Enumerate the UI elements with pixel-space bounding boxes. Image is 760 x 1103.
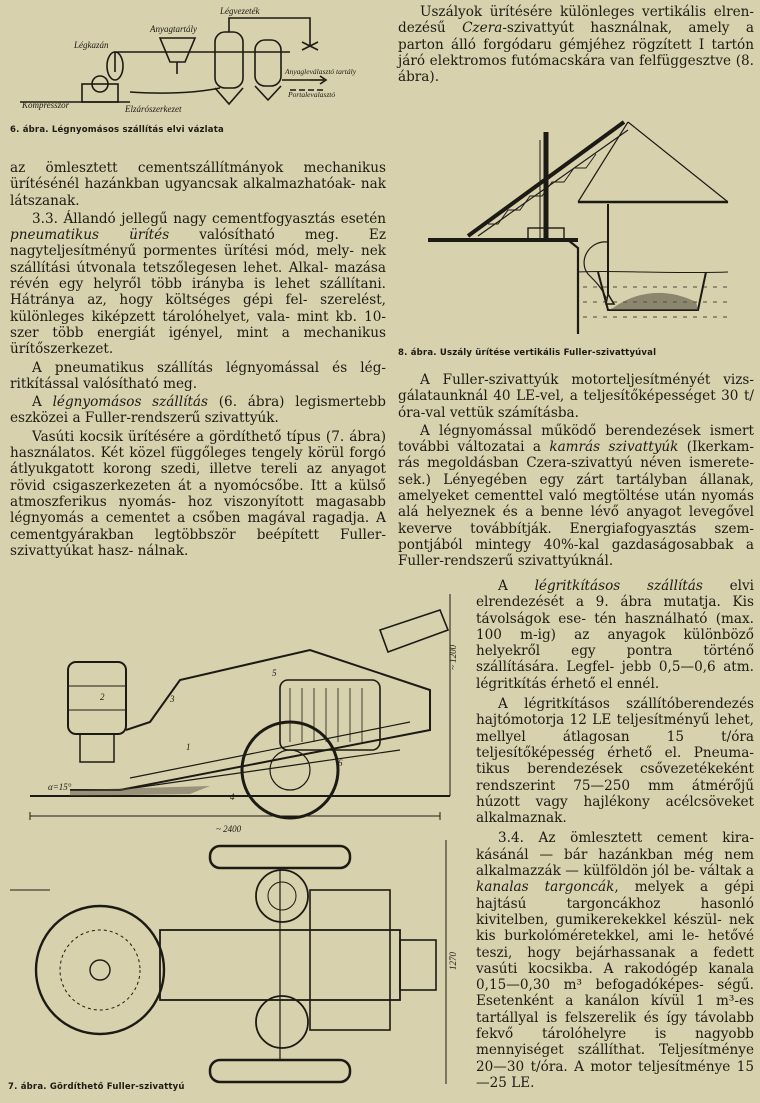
figure-6-diagram [10,2,380,120]
left-paragraph-3: A pneumatikus szállítás légnyomással és lég- ritkítással valósítható meg. [10,359,386,392]
fig6-label-portalevalaszto: Portalevalasztó [288,90,336,99]
figure-7-caption: 7. ábra. Gördíthető Fuller-szivattyú [8,1082,185,1092]
right-paragraph-1: Uszályok ürítésére különleges vertikális elren- dezésű Czera-szivattyút használnak, amely a parton álló forgódaru gémjéhez rögzített I tartón járó elektromos futómacskára van felfüggesztve (8. ábra). [398,4,754,86]
fig7-num-5: 5 [272,668,277,678]
fig6-label-anyaglevalaszto: Anyagleválasztó tartály [285,67,357,76]
figure-6-caption: 6. ábra. Légnyomásos szállítás elvi vázlata [10,125,224,135]
fig7-dim-height-top: ~ 1200 [448,644,458,670]
left-text [10,160,386,559]
fig7-num-2: 2 [100,692,105,702]
fig7-num-3: 3 [170,694,175,704]
left-paragraph-5: Vasúti kocsik ürítésére a gördíthető típus (7. ábra) használatos. Két közel függőleges tengely körül forgó átlyukgatott korong szedi, illetve tereli az anyagot rövid csigaszerkezeten át a nyomócsőbe. Itt a külső atmoszferikus nyomás- hoz viszonyított magasabb légnyomás a cementet a csőben magával ragadja. A cementgyárakban legtöbbször beépített Fuller-szivattyúkat hasz- nálnak. [10,428,386,559]
fig7-num-6: 6 [338,758,343,768]
left-paragraph-4: A légnyomásos szállítás (6. ábra) legismertebb eszközei a Fuller-rendszerű szivattyúk. [10,394,386,427]
figure-7-diagram [10,590,470,1090]
right-paragraph-6: 3.4. Az ömlesztett cement kira- kásánál — bár hazánkban még nem alkalmazzák — külföldön jól be- váltak a kanalas targoncák, melyek a gépi hajtású targoncákhoz hasonló kivitelben, gumikerekekkel készül- nek kis burkolóméretekkel, ami le- hetővé teszi, hogy bejárhassanak a fedett vasúti kocsikba. A rakodógép kanala 0,15—0,30 m³ befogadóképes- ségű. Esetenként a kanálon kívül 1 m³-es tartállyal is felszerelik és így távolabb fekvő tárolóhelyre is nagyobb mennyiséget szállíthat. Teljesítménye 20—30 t/óra. A motor teljesítménye 15—25 LE. [476,830,754,1091]
fig7-dim-height-bottom: 1270 [448,952,458,970]
right-text-top [398,4,754,85]
right-paragraph-2: A Fuller-szivattyúk motorteljesítményét vizs- gálataunknál 40 LE-vel, a teljesítőképességet 30 t/óra-val vettük számításba. [398,372,754,421]
fig6-label-legvezetek: Légvezeték [220,6,260,16]
fig7-num-1: 1 [186,742,191,752]
fig6-label-elzaro: Elzárószerkezet [125,104,182,114]
fig6-label-anyagtartaly: Anyagtartály [150,24,197,34]
figure-8-caption: 8. ábra. Uszály ürítése vertikális Fuller-szivattyúval [398,348,657,358]
right-paragraph-4: A légritkításos szállítás elvi elrendezését a 9. ábra mutatja. Kis távolságok ese- tén használható (max. 100 m-ig) az anyagok különböző helyekről egy pontra történő szállítására. Legfel- jebb 0,5—0,6 atm. légritkítás érhető el ennél. [476,578,754,692]
right-paragraph-3: A légnyomással működő berendezések ismert további változatai a kamrás szivattyúk (Ikerkam- rás megoldásban Czera-szivattyú néven ismerete- sek.) Lényegében egy zárt tartályban állanak, amelyeket cementtel való megtöltése után nyomás alá helyeznek és a benne lévő anyagot levegővel keverve továbbítják. Energiafogyasztás szem- pontjából mintegy 40%-kal gazdaságosabbak a Fuller-rendszerű szivattyúknál. [398,422,755,570]
right-text-upper [398,372,754,570]
right-paragraph-5: A légritkításos szállítóberendezés hajtómotorja 12 LE teljesítményű lehet, mellyel átlagosan 15 t/óra teljesítőképesség érhető el. Pneuma- tikus berendezések csővezetékeként rendszerint 75—250 mm átmérőjű húzott vagy hajlékony acélcsöveket alkalmaznak. [476,696,754,827]
fig7-num-4: 4 [230,792,235,802]
figure-8-diagram [428,112,748,340]
fig6-label-legkazan: Légkazán [74,40,109,50]
left-paragraph-1: az ömlesztett cementszállítmányok mechanikus ürítésénél hazánkban ugyancsak alkalmazhatóak- nak látszanak. [10,160,386,209]
fig7-angle: α=15° [48,782,72,792]
fig7-dim-width: ~ 2400 [216,824,242,834]
right-text-lower [476,578,754,1091]
left-paragraph-2: 3.3. Állandó jellegű nagy cementfogyasztás esetén pneumatikus ürítés valósítható meg. Ez nagyteljesítményű pormentes ürítési mód, mely- nek szállítási útvonala tetszőlegesen lehet. Alkal- mazása révén egy helyről több irányba is lehet szállítani. Hátránya az, hogy költséges gépi fel- szerelést, különleges kiképzett tárolóhelyet, vala- mint kb. 10-szer több energiát igényel, mint a mechanikus ürítőszerkezet. [10,210,386,358]
fig6-label-kompresszor: Kompresszor [22,100,70,110]
